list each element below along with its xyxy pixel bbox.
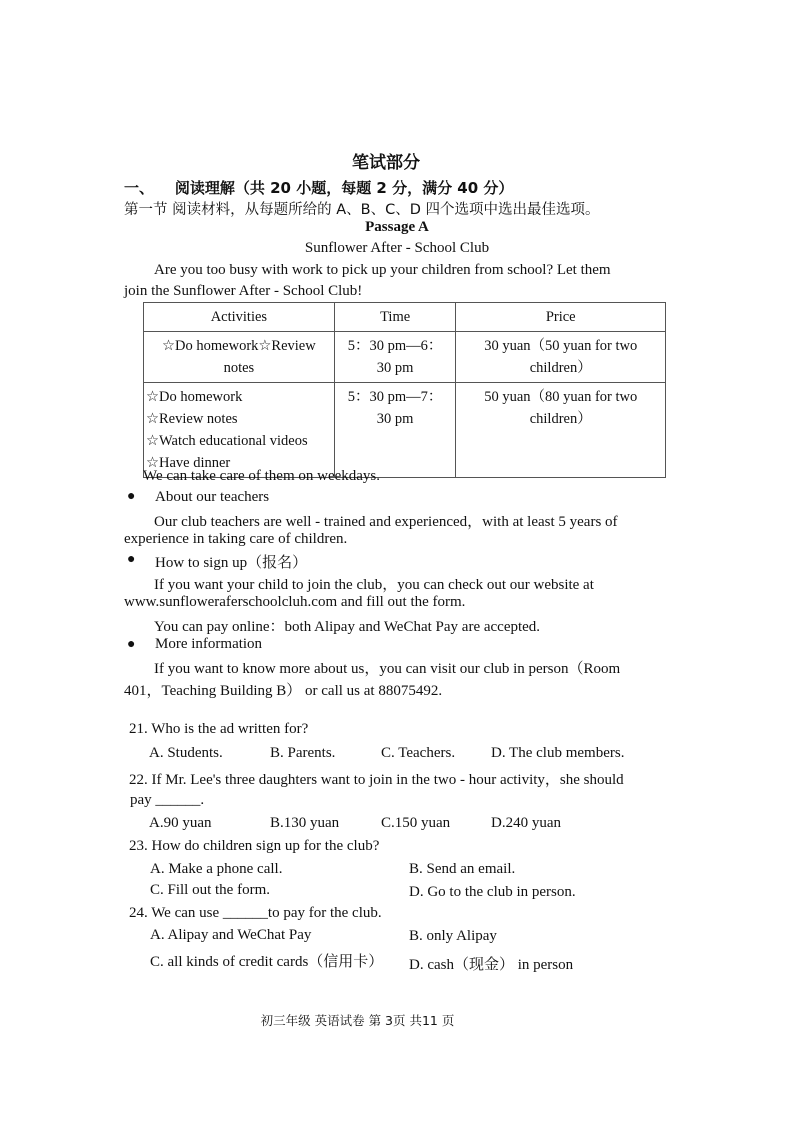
- paragraph-line: You can pay online：both Alipay and WeChat Pay are accepted.: [154, 619, 541, 635]
- cell-line: 5：30 pm—7：: [347, 389, 443, 405]
- answer-option: C. Teachers.: [381, 745, 456, 761]
- weekdays-note: We can take care of them on weekdays.: [143, 468, 381, 484]
- table-header-row: [144, 303, 666, 332]
- cell-line: ☆Review notes: [146, 411, 238, 427]
- table-cell-activities: [144, 332, 335, 383]
- answer-option: D.240 yuan: [491, 815, 561, 831]
- table-cell-time: [334, 332, 456, 383]
- cell-line: children）: [529, 360, 592, 376]
- page-title: 笔试部分: [352, 153, 420, 173]
- cell-line: ☆Have dinner: [146, 455, 231, 471]
- answer-option: C. Fill out the form.: [150, 882, 270, 898]
- passage-intro-line-1: Are you too busy with work to pick up your children from school? Let them: [154, 262, 611, 278]
- table-cell-price: [456, 332, 666, 383]
- cell-line: ☆Do homework☆Review: [162, 338, 316, 354]
- passage-intro-line-2: join the Sunflower After - School Club!: [124, 283, 363, 299]
- question-stem: 24. We can use ______to pay for the club.: [129, 905, 382, 921]
- cell-line: 5：30 pm—6：: [347, 338, 443, 354]
- cell-line: 30 pm: [376, 360, 414, 376]
- answer-option: B. Parents.: [270, 745, 336, 761]
- table-cell-activities: [144, 383, 335, 478]
- cell-line: 30 pm: [376, 411, 414, 427]
- answer-option: B.130 yuan: [270, 815, 340, 831]
- table-row: [144, 383, 666, 478]
- answer-option: D. The club members.: [491, 745, 625, 761]
- answer-option: C.150 yuan: [381, 815, 451, 831]
- passage-subtitle: Sunflower After - School Club: [304, 240, 490, 256]
- section-heading-teachers: About our teachers: [155, 489, 270, 505]
- section-heading-more-info: More information: [155, 636, 263, 652]
- section-heading-signup: How to sign up（报名）: [155, 555, 308, 571]
- cell-line: 50 yuan（80 yuan for two: [484, 389, 638, 405]
- answer-option: C. all kinds of credit cards（信用卡）: [150, 954, 384, 970]
- bullet-icon: ●: [127, 489, 136, 504]
- table-row: [144, 332, 666, 383]
- paragraph-line: www.sunfloweraferschoolcluh.com and fill out the form.: [124, 594, 466, 610]
- table-cell-time: [334, 383, 456, 478]
- bullet-icon: ●: [127, 552, 136, 567]
- table-cell-price: [456, 383, 666, 478]
- question-stem-continued: pay ______.: [130, 792, 205, 808]
- paragraph-line: experience in taking care of children.: [124, 531, 348, 547]
- section-heading: 一、 阅读理解（共 20 小题，每题 2 分，满分 40 分）: [124, 179, 514, 197]
- answer-option: A. Alipay and WeChat Pay: [150, 927, 312, 943]
- question-stem: 21. Who is the ad written for?: [129, 721, 309, 737]
- answer-option: A.90 yuan: [149, 815, 212, 831]
- club-activities-table: [143, 302, 666, 478]
- question-stem: 23. How do children sign up for the club?: [129, 838, 380, 854]
- table-header-price: Price: [456, 303, 666, 332]
- answer-option: D. Go to the club in person.: [409, 884, 576, 900]
- answer-option: A. Students.: [149, 745, 223, 761]
- cell-line: ☆Watch educational videos: [146, 433, 308, 449]
- answer-option: B. Send an email.: [409, 861, 516, 877]
- paragraph-line: 401，Teaching Building B） or call us at 88075492.: [124, 683, 443, 699]
- question-stem: 22. If Mr. Lee's three daughters want to join in the two - hour activity，she should: [129, 772, 624, 788]
- cell-line: children）: [529, 411, 592, 427]
- paragraph-line: If you want your child to join the club，you can check out our website at: [154, 577, 594, 593]
- answer-option: D. cash（现金） in person: [409, 957, 574, 973]
- section-instruction: 第一节 阅读材料，从每题所给的 A、B、C、D 四个选项中选出最佳选项。: [124, 202, 600, 218]
- table-header-activities: Activities: [144, 303, 335, 332]
- cell-line: notes: [223, 360, 255, 376]
- bullet-icon: ●: [127, 637, 136, 652]
- cell-line: 30 yuan（50 yuan for two: [484, 338, 638, 354]
- table-header-time: Time: [334, 303, 456, 332]
- cell-line: ☆Do homework: [146, 389, 243, 405]
- passage-label: Passage A: [365, 219, 429, 235]
- paragraph-line: If you want to know more about us，you can visit our club in person（Room: [154, 661, 621, 677]
- answer-option: A. Make a phone call.: [150, 861, 283, 877]
- page-footer: 初三年级 英语试卷 第 3页 共11 页: [260, 1013, 455, 1028]
- answer-option: B. only Alipay: [409, 928, 497, 944]
- paragraph-line: Our club teachers are well - trained and experienced，with at least 5 years of: [154, 514, 618, 530]
